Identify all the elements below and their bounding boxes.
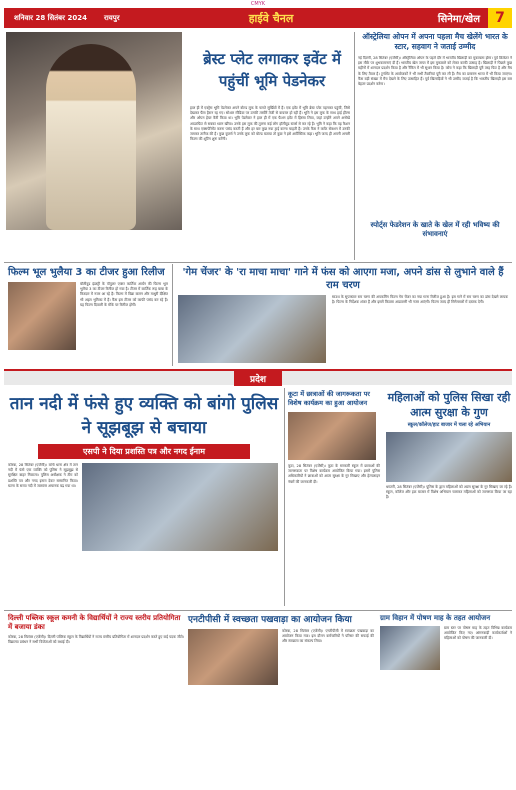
column-divider xyxy=(284,388,285,606)
school-headline: दिल्ली पब्लिक स्कूल कमनी के विद्यार्थियों ने राज्य स्तरीय प्रतियोगिता में बजाया डंका xyxy=(8,614,181,631)
school-body: कोरबा, 28 सितंबर (एजेंसी)। दिल्ली पब्लिक स्कूल के विद्यार्थियों ने राज्य स्तरीय प्रतियोगिता में शानदार प्रदर्शन करते हुए कई पदक जीते। विद्यालय प्रबंधन ने सभी विजेताओं को बधाई दी। xyxy=(8,635,184,645)
rescue-body: कोरबा, 28 सितंबर (एजेंसी)। बांगो थाना क्षेत्र में तान नदी में फंसे एक व्यक्ति को पुलिस ने सूझबूझ से सुरक्षित बाहर निकाला। पुलिस अधीक्षक ने टीम को प्रशस्ति पत्र और नगद इनाम देकर सम्मानित किया। घटना के समय नदी में जलस्तर अचानक बढ़ गया था। xyxy=(8,463,78,488)
nutrition-body: ग्राम स्तर पर पोषण माह के तहत विभिन्न कार्यक्रम आयोजित किए गए। आंगनबाड़ी कार्यकर्ताओं ने महिलाओं को पोषण की जानकारी दी। xyxy=(444,626,512,641)
lead-body: हाल ही में एक्ट्रेस भूमि पेडनेकर अपने बोल्ड लुक के चलते सुर्खियों में हैं। एक इवेंट में भूमि ब्रेस्ट प्लेट पहनकर पहुंचीं, जिसे देखकर फैंस हैरान रह गए। सोशल मीडिया पर उनकी तस्वीरें तेजी से वायरल हो रही हैं। भूमि ने इस लुक के साथ हाई हील्स और ओपन हेयर कैरी किया था। भूमि पेडनेकर ने हाल ही में एक फैशन इवेंट में हिस्सा लिया, जहां उन्होंने अपने अनोखे आउटफिट से सबका ध्यान खींचा। उनके इस लुक की तुलना कई लोग हॉलीवुड स्टार्स से कर रहे हैं। भूमि ने कहा कि वह फैशन के साथ एक्सपेरिमेंट करना पसंद करती हैं और हर बार कुछ नया ट्राई करना चाहती हैं। उनके फैंस ने कमेंट सेक्शन में उनकी जमकर तारीफ की है। कुछ यूजर्स ने उनके लुक को बोल्ड बताया तो कुछ ने इसे आर्टिस्टिक कहा। भूमि जल्द ही अपनी अगली फिल्म की शूटिंग शुरू करेंगी। xyxy=(190,106,350,142)
women-safety-headline: महिलाओं को पुलिस सिखा रही आत्म सुरक्षा के गुण xyxy=(387,391,511,419)
issue-date: शनिवार 28 सितंबर 2024 xyxy=(14,13,87,22)
side-body: नई दिल्ली, 28 सितंबर (एजेंसी)। ऑस्ट्रेलिया ओपन के पहले दौर में भारतीय खिलाड़ी का मुकाबला होगा। पूर्व क्रिकेटर ने इस मौके पर शुभकामनाएं दी हैं। भारतीय खेल जगत में इस मुकाबले को लेकर काफी उत्साह है। खिलाड़ी ने पिछले कुछ महीनों में शानदार प्रदर्शन किया है और रैंकिंग में भी सुधार किया है। कोच ने कहा कि खिलाड़ी पूरी तरह फिट है और मैच के लिए तैयार है। टूर्नामेंट के आयोजकों ने भी सभी तैयारियां पूरी कर ली हैं। मैच का प्रसारण भारत में भी किया जाएगा। फैंस बड़ी संख्या में मैच देखने के लिए उत्साहित हैं। पूर्व खिलाड़ियों ने भी उम्मीद जताई है कि भारतीय खिलाड़ी इस बार बेहतर प्रदर्शन करेगा। xyxy=(358,56,512,87)
awareness-body: कूटा, 28 सितंबर (एजेंसी)। कूटा के सरकारी स्कूल में छात्राओं की जागरूकता पर विशेष कार्यक्रम आयोजित किया गया। इसमें पुलिस अधिकारियों ने छात्राओं को आत्म सुरक्षा के गुर सिखाए और हेल्पलाइन नंबरों की जानकारी दी। xyxy=(288,464,380,484)
lead-photo xyxy=(6,32,182,230)
movie-headline: फिल्म भूल भुलैया 3 का टीजर हुआ रिलीज xyxy=(8,267,165,278)
song-still xyxy=(178,295,326,363)
women-safety-subheadline: स्कूल/कॉलेज/हाट बाजार में चला रहे अभियान xyxy=(407,422,491,428)
movie-body: बॉलीवुड इंडस्ट्री के पॉपुलर एक्टर कार्तिक आर्यन की फिल्म भूल भुलैया 3 का टीजर रिलीज हो गया है। टीजर में कार्तिक रूह बाबा के किरदार में नजर आ रहे हैं। फिल्म में विद्या बालन और माधुरी दीक्षित भी अहम भूमिका में हैं। फैंस इस टीजर को काफी पसंद कर रहे हैं। यह फिल्म दिवाली के मौके पर रिलीज होगी। xyxy=(80,282,168,307)
women-safety-body: धमतरी, 28 सितंबर (एजेंसी)। पुलिस के द्वारा महिलाओं को आत्म सुरक्षा के गुर सिखाए जा रहे हैं। स्कूल, कॉलेज और हाट बाजार में विशेष अभियान चलाकर महिलाओं को जागरूक किया जा रहा है। xyxy=(386,485,512,500)
rescue-subheadline: एसपी ने दिया प्रशस्ति पत्र और नगद ईनाम xyxy=(38,444,250,459)
section-band xyxy=(4,369,512,385)
edition-city: रायपुर xyxy=(104,13,120,22)
nutrition-photo xyxy=(380,626,440,670)
cleanliness-story xyxy=(188,614,374,685)
side-headline: ऑस्ट्रेलिया ओपन में अपना पहला मैच खेलेंगे भारत के स्टार, सहवाग ने जताई उम्मीद xyxy=(362,32,508,51)
print-color-mark: CMYK xyxy=(250,1,266,7)
page-number: 7 xyxy=(488,8,512,28)
pradesh-label: प्रदेश xyxy=(234,371,282,386)
nutrition-headline: ग्राम विहान में पोषण माह के तहत आयोजन xyxy=(380,614,491,622)
rescue-headline: तान नदी में फंसे हुए व्यक्ति को बांगो पुलिस ने सूझबूझ से बचाया xyxy=(9,394,279,438)
awareness-headline: कूटा में छात्राओं की जागरूकता पर विशेष कार्यक्रम का हुआ आयोजन xyxy=(288,390,370,407)
women-safety-photo xyxy=(386,432,512,482)
cleanliness-body: कोरबा, 28 सितंबर (एजेंसी)। एनटीपीसी में स्वच्छता पखवाड़ा का आयोजन किया गया। इस दौरान कर्मचारियों ने परिसर की सफाई की और स्वच्छता का संकल्प लिया। xyxy=(282,629,374,644)
row-divider xyxy=(4,610,512,611)
cleanliness-photo xyxy=(188,629,278,685)
rescue-photo xyxy=(82,463,278,551)
movie-poster xyxy=(8,282,76,350)
column-divider xyxy=(354,32,355,260)
song-story xyxy=(178,266,508,363)
newspaper-brand: हाईवे चैनल xyxy=(248,11,294,25)
page-header xyxy=(4,8,512,28)
row-divider xyxy=(4,262,512,263)
school-story xyxy=(8,614,184,645)
side-story xyxy=(358,32,512,239)
song-headline: 'गेम चेंजर' के 'रा माचा माचा' गाने में फंस को आएगा मजा, अपने डांस से लुभाने वाले हैं राम चरण xyxy=(182,267,504,291)
awareness-photo xyxy=(288,412,376,460)
nutrition-story xyxy=(380,614,512,670)
section-label: सिनेमा/खेल xyxy=(437,14,480,25)
cleanliness-headline: एनटीपीसी में स्वच्छता पखवाड़ा का आयोजन किया xyxy=(188,615,352,625)
movie-story xyxy=(8,266,168,350)
awareness-story xyxy=(288,390,380,485)
lead-headline: ब्रेस्ट प्लेट लगाकर इवेंट में पहुंचीं भूमि पेडनेकर xyxy=(203,50,341,90)
rescue-story xyxy=(8,392,280,559)
side-subheadline: स्पोर्ट्स फेडरेशन के खाते के खेल में रही भविष्य की संभावनाएं xyxy=(370,221,500,238)
women-safety-story xyxy=(386,390,512,501)
song-body: साउथ के सुपरस्टार राम चरण की अपकमिंग फिल्म गेम चेंजर का नया गाना रिलीज हुआ है। इस गाने में राम चरण का डांस देखने लायक है। फिल्म के निर्देशक शंकर हैं और इसमें कियारा आडवाणी भी नजर आएंगी। फिल्म जल्द ही सिनेमाघरों में दस्तक देगी। xyxy=(332,295,508,305)
column-divider xyxy=(172,264,173,366)
actress-figure xyxy=(46,44,136,230)
